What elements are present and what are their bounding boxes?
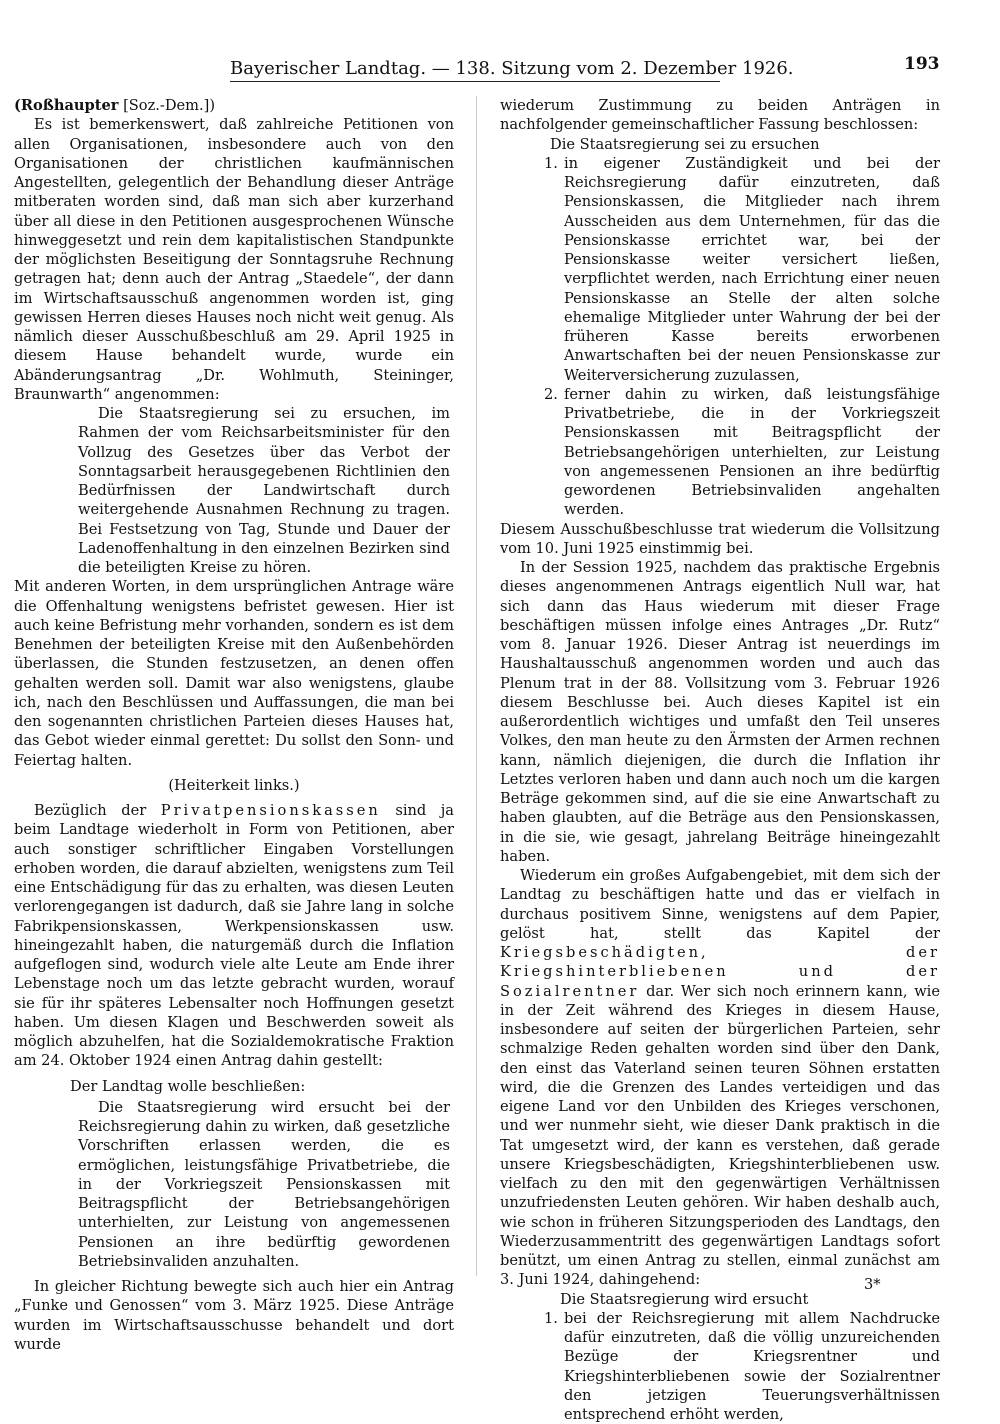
quote-lead: Die Staatsregierung sei zu ersuchen [550, 135, 820, 153]
speaker-party: [Soz.-Dem.]) [123, 97, 216, 114]
list-text: ferner dahin zu wirken, daß leistungsfähige Privatbetriebe, die in der Vorkriegszeit Pensionskassen mit Beitragspflicht der Betriebsangehörigen unterhielten, zur Leistung von angemessenen Pensionen an ihre bedürftig gewordenen Betriebsinvaliden angehalten werden. [564, 385, 940, 519]
list-text: bei der Reichsregierung mit allem Nachdrucke dafür einzutreten, daß die völlig unzureichenden Bezüge der Kriegsrentner und Kriegshinterbliebenen sowie der Sozialrentner den jetzigen Teuerungsverhältnissen entsprechend erhöht werden, [564, 1309, 940, 1423]
paragraph: Diesem Ausschußbeschlusse trat wiederum die Vollsitzung vom 10. Juni 1925 einstimmig bei. [500, 520, 940, 557]
quote-block: Die Staatsregierung wird ersucht bei der Reichsregierung dahin zu wirken, daß gesetzliche Vorschriften erlassen werden, die es ermöglichen, leistungsfähige Privatbetriebe, die in der Vorkriegszeit Pensionskassen mit Beitragspflicht der Betriebsangehörigen unterhielten, zur Leistung von angemessenen Pensionen an ihre bedürftig gewordenen Betriebsinvaliden anzuhalten. [78, 1098, 450, 1270]
list-item [544, 385, 940, 520]
quote-lead: Die Staatsregierung wird ersucht [560, 1290, 809, 1308]
paragraph [14, 801, 454, 1071]
list-item [544, 1309, 940, 1424]
quote-block: Die Staatsregierung sei zu ersuchen, im Rahmen der vom Reichsarbeitsminister für den Vollzug des Gesetzes über das Verbot der Sonntagsarbeit herausgegebenen Richtlinien den Bedürfnissen der Landwirtschaft durch weitergehende Ausnahmen Rechnung zu tragen. Bei Festsetzung von Tag, Stunde und Dauer der Ladenoffenhaltung in den einzelnen Bezirken sind die beteiligten Kreise zu hören. [78, 405, 450, 576]
left-column [14, 96, 454, 1354]
interjection: (Heiterkeit links.) [168, 776, 300, 794]
text-run: sind ja beim Landtage wiederholt in Form von Petitionen, aber auch sonstiger schriftlicher Eingaben Vorstellungen erhoben worden, die darauf abzielten, wenigstens zum Teil eine Entschädigung für das zu erhalten, was diesen Leuten verlorengegangen ist dadurch, daß sie Jahre lang in solche Fabrikpensionskassen, Werkpensionskassen usw. hineingezahlt haben, die naturgemäß durch die Inflation aufgeflogen sind, wodurch viele alte Leute am Ende ihrer Lebenstage noch um das letzte gebracht wurden, worauf sie für ihr späteres Lebensalter noch Hoffnungen gesetzt haben. Um diesen Klagen und Beschwerden soweit als möglich abzuhelfen, hat die Sozialdemokratische Fraktion am 24. Oktober 1924 einen Antrag dahin gestellt: [14, 802, 455, 1070]
speaker-name: (Roßhaupter [14, 97, 119, 114]
page-header: Bayerischer Landtag. — 138. Sitzung vom 2. Dezember 1926. [230, 58, 720, 82]
list-text: in eigener Zuständigkeit und bei der Reichsregierung dafür einzutreten, daß Pensionskassen, die Mitglieder nach ihrem Ausscheiden aus dem Unternehmen, für das die Pensionskasse errichtet war, bei der Pensionskasse weiter versichert ließen, verpflichtet werden, nach Errichtung einer neuen Pensionskasse an Stelle der alten solche ehemalige Mitglieder unter Wahrung der bei der früheren Kasse bereits erworbenen Anwartschaften bei der neuen Pensionskasse zur Weiterversicherung zuzulassen, [564, 154, 940, 384]
page-number: 193 [904, 54, 940, 74]
paragraph: In gleicher Richtung bewegte sich auch hier ein Antrag „Funke und Genossen“ vom 3. März 1925. Diese Anträge wurden im Wirtschaftsausschusse behandelt und dort wurde [14, 1278, 454, 1353]
paragraph [500, 866, 940, 1290]
text-run: dar. Wer sich noch erinnern kann, wie in der Zeit während des Krieges in diesem Hause, insbesondere auf seiten der bürgerlichen Parteien, sehr schmalzige Reden gehalten worden sind über den Dank, den einst das Vaterland seinen teuren Söhnen erstatten wird, die die Grenzen des Landes verteidigen und das eigene Land vor den Unbilden des Krieges verschonen, und wer nunmehr sieht, wie dieser Dank praktisch in die Tat umgesetzt wird, der kann es verstehen, daß gerade unsere Kriegsbeschädigten, Kriegshinterbliebenen usw. vielfach zu den mit den gegenwärtigen Verhältnissen unzufriedensten Leuten gehören. Wir haben deshalb auch, wie schon in früheren Sitzungsperioden des Landtags, den Wiederzusammentritt des gegenwärtigen Landtags sofort benützt, um einen Antrag zu stellen, einmal zunächst am 3. Juni 1924, dahingehend: [500, 982, 940, 1289]
list-number: 1. [544, 1309, 558, 1327]
emphasis-text: Kriegsbeschädigten, der Kriegshinterbliebenen und der Sozialrentner [500, 944, 940, 1000]
right-column [500, 96, 940, 1424]
list-item [544, 154, 940, 385]
emphasis-text: Privatpensionskassen [160, 802, 381, 819]
list-number: 2. [544, 385, 558, 403]
quote-lead: Der Landtag wolle beschließen: [70, 1077, 306, 1095]
text-run: Wiederum ein großes Aufgabengebiet, mit dem sich der Landtag zu beschäftigen hatte und das er vielfach in durchaus positivem Sinne, wenigstens auf dem Papier, gelöst hat, stellt das Kapitel der [500, 867, 940, 942]
column-divider [476, 96, 477, 1276]
list-number: 1. [544, 154, 558, 172]
paragraph: wiederum Zustimmung zu beiden Anträgen in nachfolgender gemeinschaftlicher Fassung beschlossen: [500, 97, 940, 134]
signature-mark: 3* [864, 1276, 881, 1293]
paragraph: Es ist bemerkenswert, daß zahlreiche Petitionen von allen Organisationen, insbesondere auch von den Organisationen der christlichen kaufmännischen Angestellten, gelegentlich der Behandlung dieser Anträge mitberaten worden sind, daß man sich aber kurzerhand über all diese in den Petitionen ausgesprochenen Wünsche hinweggesetzt und rein dem kapitalistischen Standpunkte der möglichsten Beseitigung der Sonntagsruhe Rechnung getragen hat; denn auch der Antrag „Staedele“, der dann im Wirtschaftsausschuß angenommen worden ist, ging gewissen Herren dieses Hauses noch nicht weit genug. Als nämlich dieser Ausschußbeschluß am 29. April 1925 in diesem Hause behandelt wurde, wurde ein Abänderungsantrag „Dr. Wohlmuth, Steininger, Braunwarth“ angenommen: [14, 116, 454, 403]
speaker-line [14, 96, 454, 115]
paragraph: In der Session 1925, nachdem das praktische Ergebnis dieses angenommenen Antrags eigentlich Null war, hat sich dann das Haus wiederum mit dieser Frage beschäftigen müssen infolge eines Antrages „Dr. Rutz“ vom 8. Januar 1926. Dieser Antrag ist neuerdings im Haushaltausschuß angenommen worden und auch das Plenum trat in der 88. Vollsitzung vom 3. Februar 1926 diesem Beschlusse bei. Auch dieses Kapitel ist ein außerordentlich wichtiges und umfaßt den Teil unseres Volkes, den man heute zu den Ärmsten der Armen rechnen kann, nämlich diejenigen, die durch die Inflation ihr Letztes verloren haben und dann auch noch um die kargen Beträge gekommen sind, auf die sie eine Anwartschaft zu haben glaubten, auf die Beträge aus den Pensionskassen, in die sie, wie gesagt, jahrelang Beiträge hineingezahlt haben. [500, 559, 940, 865]
paragraph: Mit anderen Worten, in dem ursprünglichen Antrage wäre die Offenhaltung wenigstens befristet gewesen. Hier ist auch keine Befristung mehr vorhanden, sondern es ist dem Benehmen der beteiligten Kreise mit den Außenbehörden überlassen, die Stunden festzusetzen, an denen offen gehalten werden soll. Damit war also wenigstens, glaube ich, nach den Beschlüssen und Auffassungen, die man bei den sogenannten christlichen Parteien dieses Hauses hat, das Gebot wieder einmal gerettet: Du sollst den Sonn- und Feiertag halten. [14, 578, 454, 769]
text-run: Bezüglich der [34, 802, 161, 819]
